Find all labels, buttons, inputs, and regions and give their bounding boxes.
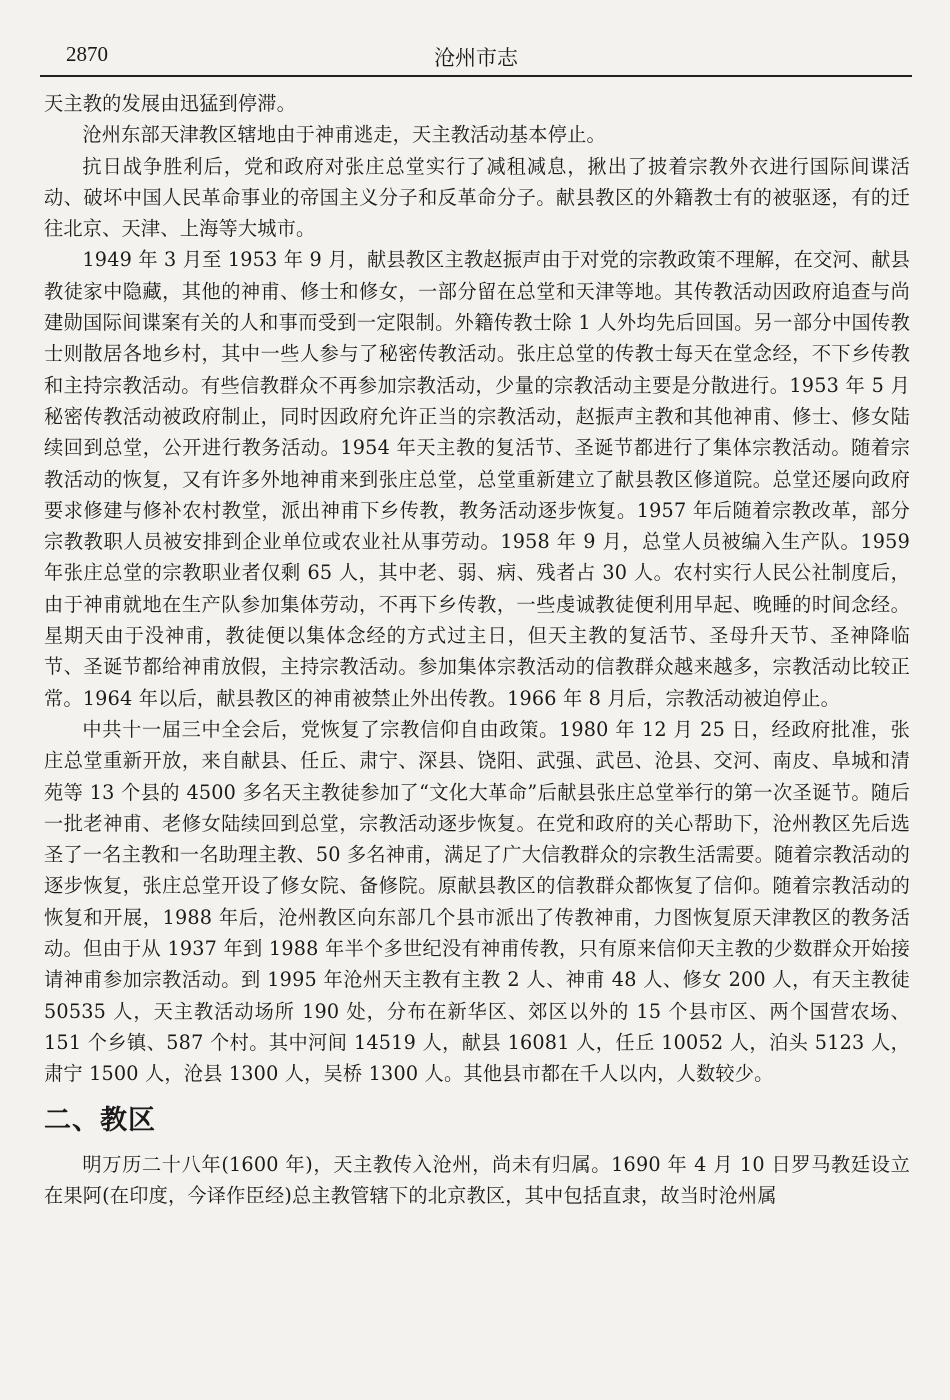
paragraph-continued: 天主教的发展由迅猛到停滞。	[44, 92, 297, 115]
paragraph-post-war: 抗日战争胜利后，党和政府对张庄总堂实行了减租减息，揪出了披着宗教外衣进行国际间谍活动、破坏中国人民革命事业的帝国主义分子和反革命分子。献县教区的外籍教士有的被驱逐，有的迁往北京、天津、上海等大城市。	[44, 154, 910, 241]
paragraph-tianjin-diocese: 沧州东部天津教区辖地由于神甫逃走，天主教活动基本停止。	[82, 123, 606, 147]
running-title: 沧州市志	[434, 46, 518, 70]
paragraph-diocese: 明万历二十八年(1600 年)，天主教传入沧州，尚未有归属。1690 年 4 月 10 日罗马教廷设立在果阿(在印度，今译作臣经)总主教管辖下的北京教区，其中包括直隶，故当时沧州属	[44, 1152, 910, 1207]
header-rule	[40, 75, 912, 77]
paragraph-reform-era: 中共十一届三中全会后，党恢复了宗教信仰自由政策。1980 年 12 月 25 日，经政府批准，张庄总堂重新开放，来自献县、任丘、肃宁、深县、饶阳、武强、武邑、沧县、交河、南皮、阜城和清苑等 13 个县的 4500 多名天主教徒参加了“文化大革命”后献县张庄总堂举行的第一次圣诞节。随后一批老神甫、老修女陆续回到总堂，宗教活动逐步恢复。在党和政府的关心帮助下，沧州教区先后选圣了一名主教和一名助理主教、50 多名神甫，满足了广大信教群众的宗教生活需要。随着宗教活动的逐步恢复，张庄总堂开设了修女院、备修院。原献县教区的信教群众都恢复了信仰。随着宗教活动的恢复和开展，1988 年后，沧州教区向东部几个县市派出了传教神甫，力图恢复原天津教区的教务活动。但由于从 1937 年到 1988 年半个多世纪没有神甫传教，只有原来信仰天主教的少数群众开始接请神甫参加宗教活动。到 1995 年沧州天主教有主教 2 人、神甫 48 人、修女 200 人，有天主教徒 50535 人，天主教活动场所 190 处，分布在新华区、郊区以外的 15 个县市区、两个国营农场、151 个乡镇、587 个村。其中河间 14519 人，献县 16081 人，任丘 10052 人，泊头 5123 人，肃宁 1500 人，沧县 1300 人，吴桥 1300 人。其他县市都在千人以内，人数较少。	[44, 717, 910, 1086]
section-heading: 二、教区	[44, 1104, 156, 1136]
page-header	[40, 40, 912, 76]
paragraph-1949-1966: 1949 年 3 月至 1953 年 9 月，献县教区主教赵振声由于对党的宗教政策不理解，在交河、献县教徒家中隐藏，其他的神甫、修士和修女，一部分留在总堂和天津等地。其传教活动因政府追查与尚建勋国际间谍案有关的人和事而受到一定限制。外籍传教士除 1 人外均先后回国。另一部分中国传教士则散居各地乡村，其中一些人参与了秘密传教活动。张庄总堂的传教士每天在堂念经，不下乡传教和主持宗教活动。有些信教群众不再参加宗教活动，少量的宗教活动主要是分散进行。1953 年 5 月秘密传教活动被政府制止，同时因政府允许正当的宗教活动，赵振声主教和其他神甫、修士、修女陆续回到总堂，公开进行教务活动。1954 年天主教的复活节、圣诞节都进行了集体宗教活动。随着宗教活动的恢复，又有许多外地神甫来到张庄总堂，总堂重新建立了献县教区修道院。总堂还屡向政府要求修建与修补农村教堂，派出神甫下乡传教，教务活动逐步恢复。1957 年后随着宗教改革，部分宗教教职人员被安排到企业单位或农业社从事劳动。1958 年 9 月，总堂人员被编入生产队。1959 年张庄总堂的宗教职业者仅剩 65 人，其中老、弱、病、残者占 30 人。农村实行人民公社制度后，由于神甫就地在生产队参加集体劳动，不再下乡传教，一些虔诚教徒便利用早起、晚睡的时间念经。星期天由于没神甫，教徒便以集体念经的方式过主日，但天主教的复活节、圣母升天节、圣神降临节、圣诞节都给神甫放假，主持宗教活动。参加集体宗教活动的信教群众越来越多，宗教活动比较正常。1964 年以后，献县教区的神甫被禁止外出传教。1966 年 8 月后，宗教活动被迫停止。	[44, 248, 910, 710]
body-text	[44, 88, 910, 1211]
page-number: 2870	[66, 42, 108, 66]
